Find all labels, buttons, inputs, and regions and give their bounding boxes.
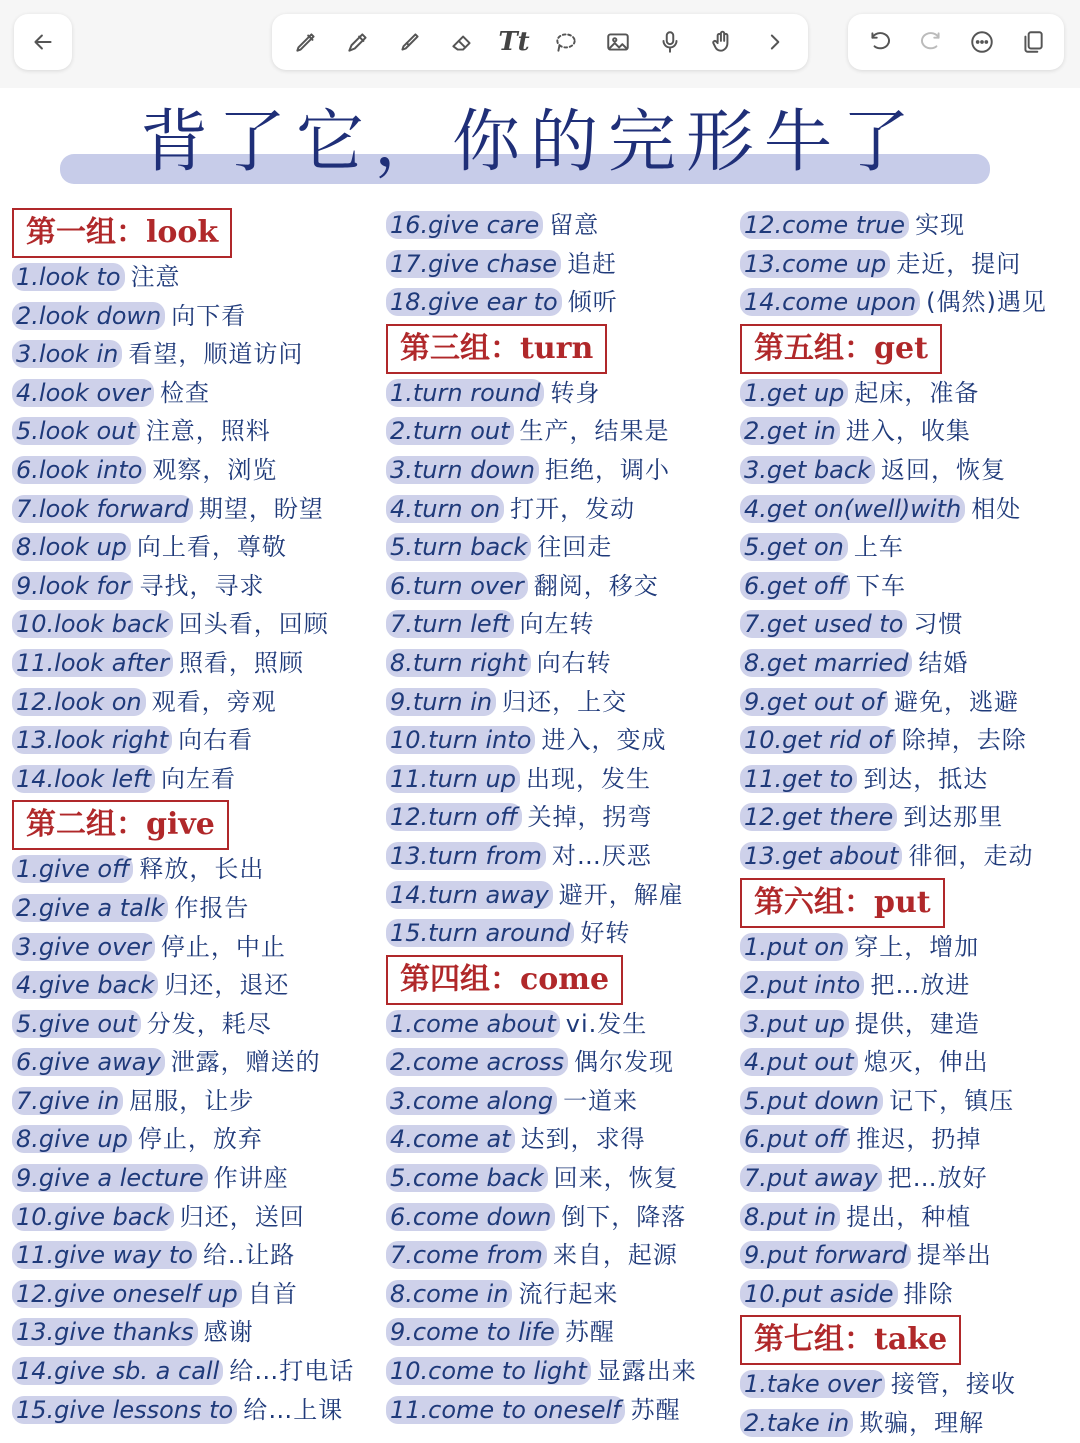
phrase-entry	[12, 567, 384, 606]
meaning-text: 观看，旁观	[151, 687, 277, 716]
phrase-entry	[386, 914, 736, 953]
phrase-entry	[12, 1236, 384, 1275]
top-toolbar	[0, 0, 1080, 88]
meaning-text: 释放，长出	[139, 855, 265, 884]
phrase-text: 3.look in	[12, 340, 122, 368]
phrase-entry	[740, 966, 1080, 1005]
meaning-text: 下车	[855, 571, 906, 600]
meaning-text: 转身	[550, 378, 601, 407]
meaning-text: 到达，抵达	[863, 764, 989, 793]
phrase-entry	[12, 1005, 384, 1044]
phrase-text: 13.give thanks	[12, 1318, 198, 1346]
phrase-entry	[386, 1352, 736, 1391]
phrase-entry	[12, 335, 384, 374]
phrase-entry	[740, 1404, 1080, 1443]
phrase-entry	[12, 1082, 384, 1121]
hand-icon[interactable]	[702, 22, 742, 62]
phrase-text: 6.turn over	[386, 572, 528, 600]
image-icon[interactable]	[598, 22, 638, 62]
phrase-text: 1.put on	[740, 933, 848, 961]
phrase-entry	[386, 528, 736, 567]
meaning-text: 回头看，回顾	[178, 610, 329, 639]
phrase-entry	[740, 1043, 1080, 1082]
meaning-text: 来自，起源	[552, 1241, 678, 1270]
meaning-text: 流行起来	[518, 1279, 619, 1308]
phrase-entry	[12, 1313, 384, 1352]
meaning-text: 起床，准备	[854, 378, 980, 407]
meaning-text: 记下，镇压	[889, 1086, 1015, 1115]
meaning-text: 习惯	[913, 610, 964, 639]
phrase-entry	[740, 1236, 1080, 1275]
meaning-text: 向上看，尊敬	[136, 533, 287, 562]
phrase-text: 8.get married	[740, 649, 912, 677]
phrase-entry	[740, 1365, 1080, 1404]
phrase-entry	[386, 374, 736, 413]
phrase-entry	[740, 837, 1080, 876]
back-pill	[14, 14, 72, 70]
group-header: 第五组：get	[740, 324, 942, 374]
meaning-text: 结婚	[918, 648, 969, 677]
phrase-entry	[386, 1005, 736, 1044]
meaning-text: 相处	[971, 494, 1022, 523]
meaning-text: 排除	[903, 1279, 954, 1308]
phrase-entry	[386, 683, 736, 722]
title-block	[60, 98, 1000, 190]
phrase-text: 4.look over	[12, 379, 154, 407]
phrase-entry	[740, 644, 1080, 683]
phrase-text: 10.come to light	[386, 1357, 591, 1385]
phrase-text: 5.look out	[12, 417, 140, 445]
meaning-text: 对…厌恶	[551, 841, 652, 870]
meaning-text: 分发，耗尽	[146, 1009, 272, 1038]
eraser-icon[interactable]	[442, 22, 482, 62]
phrase-entry	[386, 451, 736, 490]
highlighter-icon[interactable]	[390, 22, 430, 62]
phrase-entry	[740, 928, 1080, 967]
phrase-entry	[740, 1159, 1080, 1198]
meaning-text: 穿上，增加	[854, 932, 980, 961]
phrase-text: 14.give sb. a call	[12, 1357, 223, 1385]
meaning-text: 照看，照顾	[178, 648, 304, 677]
phrase-entry	[740, 1082, 1080, 1121]
phrase-text: 10.look back	[12, 610, 173, 638]
meaning-text: 看望，顺道访问	[128, 340, 304, 369]
phrase-entry	[740, 206, 1080, 245]
phrase-entry	[12, 760, 384, 799]
phrase-text: 1.turn round	[386, 379, 544, 407]
phrase-text: 11.look after	[12, 649, 173, 677]
phrase-entry	[12, 1275, 384, 1314]
meaning-text: 偶尔发现	[574, 1048, 675, 1077]
phrase-text: 7.look forward	[12, 495, 193, 523]
meaning-text: 给…打电话	[229, 1357, 355, 1386]
phrase-text: 7.get used to	[740, 610, 907, 638]
phrase-text: 13.look right	[12, 726, 172, 754]
phrase-text: 9.put forward	[740, 1241, 911, 1269]
phrase-text: 5.give out	[12, 1010, 141, 1038]
phrase-entry	[740, 490, 1080, 529]
phrase-entry	[386, 837, 736, 876]
meaning-text: 除掉，去除	[901, 726, 1027, 755]
meaning-text: 显露出来	[596, 1357, 697, 1386]
phrase-text: 14.come upon	[740, 288, 920, 316]
phrase-text: 1.look to	[12, 263, 125, 291]
phrase-entry	[12, 258, 384, 297]
phrase-text: 1.come about	[386, 1010, 560, 1038]
meaning-text: 泄露，赠送的	[170, 1048, 321, 1077]
phrase-text: 2.come across	[386, 1048, 568, 1076]
meaning-text: 提供，建造	[854, 1009, 980, 1038]
phrase-entry	[740, 374, 1080, 413]
phrase-entry	[12, 412, 384, 451]
phrase-text: 5.put down	[740, 1087, 883, 1115]
meaning-text: 感谢	[203, 1318, 254, 1347]
edit-actions	[848, 14, 1064, 70]
phrase-entry	[386, 245, 736, 284]
phrase-text: 5.get on	[740, 533, 848, 561]
phrase-text: 3.turn down	[386, 456, 539, 484]
meaning-text: 实现	[915, 211, 966, 239]
meaning-text: 到达那里	[903, 803, 1004, 832]
meaning-text: 进入，变成	[541, 726, 667, 755]
phrase-text: 2.take in	[740, 1409, 853, 1437]
phrase-entry	[12, 1198, 384, 1237]
meaning-text: 拒绝，调小	[544, 455, 670, 484]
meaning-text: 检查	[159, 378, 210, 407]
phrase-text: 8.come in	[386, 1280, 512, 1308]
phrase-text: 2.look down	[12, 302, 165, 330]
phrase-entry	[12, 966, 384, 1005]
phrase-text: 9.give a lecture	[12, 1164, 208, 1192]
meaning-text: 向下看	[171, 301, 247, 330]
phrase-text: 12.turn off	[386, 803, 522, 831]
meaning-text: 熄灭，伸出	[863, 1048, 989, 1077]
phrase-text: 7.turn left	[386, 610, 514, 638]
meaning-text: 归还，退还	[164, 971, 290, 1000]
group-header-row	[12, 798, 384, 850]
phrase-text: 8.put in	[740, 1203, 840, 1231]
meaning-text: 把…放好	[887, 1164, 988, 1193]
meaning-text: 欺骗，理解	[859, 1409, 985, 1438]
meaning-text: 进入，收集	[845, 417, 971, 446]
meaning-text: 苏醒	[630, 1395, 681, 1424]
meaning-text: 作讲座	[213, 1164, 289, 1193]
meaning-text: 避免，逃避	[894, 687, 1020, 716]
phrase-entry	[12, 490, 384, 529]
meaning-text: 自首	[247, 1279, 298, 1308]
phrase-text: 12.come true	[740, 211, 909, 239]
meaning-text: 接管，接收	[890, 1370, 1016, 1399]
meaning-text: 倒下，降落	[561, 1202, 687, 1231]
meaning-text: 生产，结果是	[519, 417, 670, 446]
phrase-text: 7.come from	[386, 1241, 547, 1269]
meaning-text: 注意	[130, 263, 181, 291]
phrase-text: 12.get there	[740, 803, 897, 831]
meaning-text: 向右转	[536, 648, 612, 677]
meaning-text: 徘徊，走动	[908, 841, 1034, 870]
group-header-row	[740, 1313, 1080, 1365]
meaning-text: 避开，解雇	[558, 880, 684, 909]
phrase-entry	[12, 1043, 384, 1082]
meaning-text: 屈服，让步	[129, 1086, 255, 1115]
phrase-text: 13.get about	[740, 842, 902, 870]
meaning-text: 停止，放弃	[137, 1125, 263, 1154]
chevron-right-icon[interactable]	[754, 22, 794, 62]
meaning-text: 向右看	[178, 726, 254, 755]
lasso-icon[interactable]	[546, 22, 586, 62]
phrase-text: 4.put out	[740, 1048, 858, 1076]
phrase-entry	[386, 1391, 736, 1430]
phrase-entry	[386, 1313, 736, 1352]
phrase-text: 8.turn right	[386, 649, 531, 677]
meaning-text: 回来，恢复	[553, 1164, 679, 1193]
phrase-entry	[740, 245, 1080, 284]
phrase-entry	[12, 605, 384, 644]
meaning-text: 关掉，拐弯	[527, 803, 653, 832]
phrase-text: 1.give off	[12, 855, 133, 883]
meaning-text: 作报告	[174, 893, 250, 922]
meaning-text: 给..让路	[202, 1241, 296, 1270]
phrase-entry	[386, 1159, 736, 1198]
phrase-entry	[12, 928, 384, 967]
meaning-text: 观察，浏览	[152, 455, 278, 484]
phrase-text: 9.look for	[12, 572, 133, 600]
group-header-row	[12, 206, 384, 258]
undo-icon[interactable]	[860, 22, 900, 62]
phrase-text: 6.look into	[12, 456, 146, 484]
phrase-entry	[12, 528, 384, 567]
phrase-entry	[386, 1043, 736, 1082]
meaning-text: 归还，上交	[502, 687, 628, 716]
phrase-text: 7.put away	[740, 1164, 882, 1192]
phrase-entry	[386, 644, 736, 683]
meaning-text: 翻阅，移交	[533, 571, 659, 600]
phrase-entry	[740, 283, 1080, 322]
phrase-entry	[12, 644, 384, 683]
group-header: 第六组：put	[740, 878, 945, 928]
redo-icon[interactable]	[911, 22, 951, 62]
meaning-text: 把…放进	[870, 971, 971, 1000]
group-header-row	[740, 322, 1080, 374]
group-header: 第七组：take	[740, 1315, 961, 1365]
phrase-entry	[740, 528, 1080, 567]
phrase-entry	[740, 1005, 1080, 1044]
phrase-entry	[740, 567, 1080, 606]
tool-palette	[272, 14, 808, 70]
phrase-entry	[386, 412, 736, 451]
phrase-entry	[12, 1352, 384, 1391]
phrase-entry	[12, 1159, 384, 1198]
phrase-text: 3.get back	[740, 456, 875, 484]
meaning-text: 上车	[853, 533, 904, 562]
phrase-entry	[740, 721, 1080, 760]
phrase-text: 3.give over	[12, 933, 155, 961]
meaning-text: 苏醒	[564, 1318, 615, 1347]
more-icon[interactable]	[962, 22, 1002, 62]
meaning-text: 一道来	[563, 1086, 639, 1115]
meaning-text: 出现，发生	[525, 764, 651, 793]
phrase-entry	[740, 1275, 1080, 1314]
group-header-row	[386, 322, 736, 374]
phrase-text: 4.get on(well)with	[740, 495, 965, 523]
meaning-text: 往回走	[537, 533, 613, 562]
phrase-text: 10.turn into	[386, 726, 535, 754]
meaning-text: 归还，送回	[179, 1202, 305, 1231]
column-1	[12, 206, 384, 1429]
phrase-entry	[12, 683, 384, 722]
phrase-entry	[386, 721, 736, 760]
phrase-text: 8.look up	[12, 533, 131, 561]
phrase-entry	[386, 876, 736, 915]
phrase-text: 6.put off	[740, 1125, 850, 1153]
phrase-text: 12.look on	[12, 688, 146, 716]
phrase-entry	[740, 412, 1080, 451]
phrase-entry	[12, 1120, 384, 1159]
phrase-text: 6.give away	[12, 1048, 165, 1076]
phrase-text: 14.turn away	[386, 881, 553, 909]
phrase-text: 11.get to	[740, 765, 857, 793]
phrase-entry	[386, 1198, 736, 1237]
meaning-text: 注意，照料	[145, 417, 271, 446]
column-3	[740, 206, 1080, 1443]
phrase-entry	[386, 283, 736, 322]
group-header-row	[386, 953, 736, 1005]
phrase-text: 15.give lessons to	[12, 1396, 237, 1424]
phrase-text: 11.give way to	[12, 1241, 197, 1269]
page-title: 背了它，你的完形牛了	[139, 103, 920, 182]
phrase-entry	[12, 374, 384, 413]
meaning-text: 追赶	[567, 249, 618, 278]
phrase-text: 1.get up	[740, 379, 848, 407]
phrase-entry	[386, 1120, 736, 1159]
phrase-text: 14.look left	[12, 765, 155, 793]
phrase-text: 6.get off	[740, 572, 850, 600]
phrase-entry	[386, 798, 736, 837]
group-header: 第一组：look	[12, 208, 232, 258]
group-header: 第四组：come	[386, 955, 623, 1005]
phrase-entry	[12, 297, 384, 336]
meaning-text: 提出，种植	[846, 1202, 972, 1231]
phrase-text: 10.put aside	[740, 1280, 898, 1308]
phrase-text: 11.come to oneself	[386, 1396, 625, 1424]
pages-icon[interactable]	[1013, 22, 1053, 62]
phrase-text: 11.turn up	[386, 765, 520, 793]
meaning-text: 倾听	[567, 288, 618, 317]
phrase-text: 5.come back	[386, 1164, 548, 1192]
phrase-entry	[386, 605, 736, 644]
phrase-text: 2.get in	[740, 417, 840, 445]
phrase-entry	[740, 760, 1080, 799]
phrase-text: 5.turn back	[386, 533, 531, 561]
pen-icon[interactable]	[286, 22, 326, 62]
meaning-text: 寻找，寻求	[139, 571, 265, 600]
phrase-entry	[386, 567, 736, 606]
phrase-entry	[386, 1236, 736, 1275]
phrase-text: 17.give chase	[386, 250, 561, 278]
arrow-left-icon[interactable]	[23, 22, 63, 62]
phrase-text: 10.give back	[12, 1203, 174, 1231]
phrase-text: 13.turn from	[386, 842, 546, 870]
phrase-text: 8.give up	[12, 1125, 132, 1153]
phrase-entry	[12, 721, 384, 760]
phrase-entry	[740, 683, 1080, 722]
phrase-entry	[386, 206, 736, 245]
phrase-text: 12.give oneself up	[12, 1280, 242, 1308]
text-icon[interactable]: Tt	[498, 27, 530, 57]
meaning-text: 留意	[549, 211, 600, 239]
phrase-text: 4.come at	[386, 1125, 515, 1153]
phrase-entry	[12, 889, 384, 928]
column-2	[386, 206, 736, 1429]
meaning-text: 停止，中止	[160, 932, 286, 961]
phrase-entry	[386, 760, 736, 799]
phrase-text: 18.give ear to	[386, 288, 562, 316]
group-header: 第三组：turn	[386, 324, 607, 374]
phrase-entry	[740, 605, 1080, 644]
group-header-row	[740, 876, 1080, 928]
phrase-text: 3.come along	[386, 1087, 557, 1115]
phrase-entry	[386, 1082, 736, 1121]
meaning-text: 向左看	[161, 764, 237, 793]
meaning-text: 好转	[580, 919, 631, 948]
meaning-text: 打开，发动	[510, 494, 636, 523]
phrase-entry	[386, 1275, 736, 1314]
phrase-entry	[386, 490, 736, 529]
meaning-text: 期望，盼望	[198, 494, 324, 523]
meaning-text: 达到，求得	[520, 1125, 646, 1154]
meaning-text: (偶然)遇见	[926, 288, 1047, 317]
meaning-text: vi.发生	[565, 1009, 648, 1038]
phrase-text: 15.turn around	[386, 919, 574, 947]
phrase-text: 1.take over	[740, 1370, 885, 1398]
phrase-text: 2.put into	[740, 971, 864, 999]
phrase-text: 9.get out of	[740, 688, 888, 716]
meaning-text: 提举出	[916, 1241, 992, 1270]
pencil-icon[interactable]	[338, 22, 378, 62]
meaning-text: 返回，恢复	[880, 455, 1006, 484]
phrase-entry	[740, 1120, 1080, 1159]
phrase-text: 10.get rid of	[740, 726, 896, 754]
phrase-text: 4.turn on	[386, 495, 504, 523]
phrase-entry	[12, 850, 384, 889]
phrase-text: 2.give a talk	[12, 894, 168, 922]
meaning-text: 给…上课	[243, 1395, 344, 1424]
phrase-entry	[12, 1391, 384, 1430]
phrase-text: 6.come down	[386, 1203, 555, 1231]
phrase-entry	[12, 451, 384, 490]
phrase-text: 2.turn out	[386, 417, 514, 445]
group-header: 第二组：give	[12, 800, 229, 850]
phrase-entry	[740, 798, 1080, 837]
phrase-text: 9.come to life	[386, 1318, 559, 1346]
phrase-entry	[740, 1198, 1080, 1237]
meaning-text: 走近，提问	[896, 249, 1022, 278]
phrase-entry	[740, 451, 1080, 490]
phrase-text: 3.put up	[740, 1010, 849, 1038]
microphone-icon[interactable]	[650, 22, 690, 62]
meaning-text: 向左转	[519, 610, 595, 639]
phrase-text: 16.give care	[386, 211, 543, 239]
phrase-text: 13.come up	[740, 250, 890, 278]
meaning-text: 推迟，扔掉	[856, 1125, 982, 1154]
phrase-text: 9.turn in	[386, 688, 496, 716]
phrase-text: 7.give in	[12, 1087, 123, 1115]
phrase-text: 4.give back	[12, 971, 158, 999]
